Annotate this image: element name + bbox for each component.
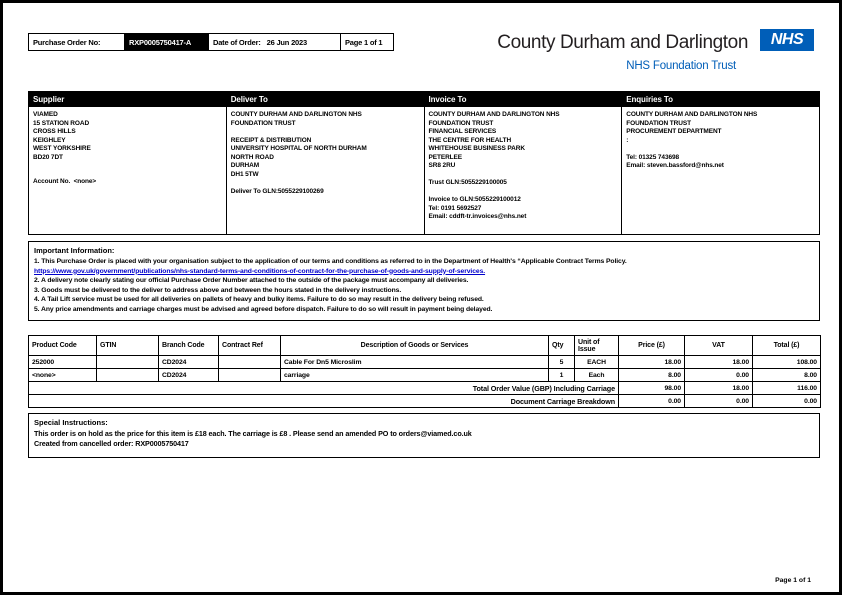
item-branch-code: CD2024: [159, 369, 219, 382]
col-branch-code: Branch Code: [159, 336, 219, 356]
carriage-total: 0.00: [753, 395, 821, 408]
address-line: COUNTY DURHAM AND DARLINGTON NHS: [626, 111, 758, 118]
account-number-line: [33, 178, 222, 187]
important-line-2: 2. A delivery note clearly stating our official Purchase Order Number attached to the outside of the package must accompany all deliveries.: [34, 277, 469, 284]
supplier-header: Supplier: [29, 92, 227, 107]
deliver-to-address: [226, 107, 424, 235]
order-total-label: Total Order Value (GBP) Including Carriage: [29, 382, 619, 395]
col-total: Total (£): [753, 336, 821, 356]
item-unit: EACH: [575, 356, 619, 369]
address-line: [231, 179, 420, 188]
item-row: [29, 369, 821, 382]
order-total-vat: 18.00: [685, 382, 753, 395]
col-gtin: GTIN: [97, 336, 159, 356]
address-line: WHITEHOUSE BUSINESS PARK: [428, 145, 525, 152]
address-line: NORTH ROAD: [230, 153, 274, 161]
address-line: WEST YORKSHIRE: [33, 145, 91, 152]
invoice-gln-line: Invoice to GLN:5055229100012: [428, 196, 521, 203]
item-gtin: [97, 369, 159, 382]
line-items-table: [28, 335, 821, 408]
order-total-row: [29, 382, 821, 395]
col-unit-of-issue: Unit of Issue: [575, 336, 619, 356]
item-qty: 1: [549, 369, 575, 382]
address-line: FOUNDATION TRUST: [230, 119, 296, 127]
enquiries-to-header: Enquiries To: [622, 92, 820, 107]
item-description: carriage: [281, 369, 549, 382]
organisation-name: County Durham and Darlington: [497, 32, 748, 53]
address-line: FINANCIAL SERVICES: [428, 128, 497, 135]
page-indicator-footer: Page 1 of 1: [775, 577, 811, 584]
enquiries-email-line: Email: steven.bassford@nhs.net: [626, 162, 724, 169]
item-unit: Each: [575, 369, 619, 382]
col-description: Description of Goods or Services: [281, 336, 549, 356]
important-information-box: [28, 241, 820, 321]
important-information-title: Important Information:: [34, 246, 115, 255]
address-line: UNIVERSITY HOSPITAL OF NORTH DURHAM: [230, 145, 367, 152]
address-line: [429, 188, 618, 197]
address-line: COUNTY DURHAM AND DARLINGTON NHS: [230, 111, 362, 118]
item-row: [29, 356, 821, 369]
item-contract-ref: [219, 356, 281, 369]
account-number-value: <none>: [73, 178, 97, 185]
carriage-breakdown-label: Document Carriage Breakdown: [29, 395, 619, 408]
account-number-label: Account No.: [33, 178, 71, 185]
address-line: [429, 171, 618, 180]
address-line: SR8 2RU: [428, 162, 456, 169]
address-line: BD20 7DT: [33, 153, 63, 161]
important-line-1: 1. This Purchase Order is placed with your organisation subject to the application of our terms and conditions as referred to in the Department of Health's “Applicable Contract Terms Policy.: [34, 258, 627, 265]
address-line: FOUNDATION TRUST: [626, 119, 691, 127]
trust-subtitle: NHS Foundation Trust: [626, 60, 736, 72]
page-indicator-top: Page 1 of 1: [345, 37, 383, 47]
important-line-3: 3. Goods must be delivered to the deliver to address above and between the hours stated in the delivery instructions.: [34, 286, 402, 294]
important-line-4: 4. A Tail Lift service must be used for all deliveries on pallets of heavy and bulky items. Failure to do so may result in the delivery being refused.: [34, 296, 484, 303]
col-qty: Qty: [549, 336, 575, 356]
address-table: [28, 91, 820, 235]
order-total-total: 116.00: [753, 382, 821, 395]
terms-conditions-link[interactable]: https://www.gov.uk/government/publications/nhs-standard-terms-and-conditions-of-contract-for-the-purchase-of-goods-and-supply-of-services.: [34, 267, 486, 275]
address-line: PETERLEE: [428, 153, 463, 161]
item-contract-ref: [219, 369, 281, 382]
col-product-code: Product Code: [29, 336, 97, 356]
address-line: DH1 5TW: [230, 170, 259, 178]
deliver-gln-line: Deliver To GLN:5055229100269: [230, 187, 324, 195]
address-line: COUNTY DURHAM AND DARLINGTON NHS: [428, 111, 560, 118]
item-price: 18.00: [619, 356, 685, 369]
item-product-code: 252000: [29, 356, 97, 369]
item-qty: 5: [549, 356, 575, 369]
address-line: PROCUREMENT DEPARTMENT: [626, 128, 722, 135]
deliver-to-header: Deliver To: [226, 92, 424, 107]
address-line: THE CENTRE FOR HEALTH: [428, 136, 512, 144]
item-vat: 18.00: [685, 356, 753, 369]
special-instructions-title: Special Instructions:: [34, 418, 108, 427]
invoice-to-header: Invoice To: [424, 92, 622, 107]
address-line: :: [626, 136, 629, 144]
special-instructions-line-2: Created from cancelled order: RXP0005750417: [34, 439, 189, 448]
item-product-code: <none>: [29, 369, 97, 382]
invoice-tel-line: Tel: 0191 5692527: [428, 204, 482, 212]
item-vat: 0.00: [685, 369, 753, 382]
col-vat: VAT: [685, 336, 753, 356]
address-line: 15 STATION ROAD: [33, 119, 90, 127]
address-line: [231, 128, 420, 137]
carriage-price: 0.00: [619, 395, 685, 408]
nhs-logo: NHS: [760, 29, 814, 51]
item-total: 108.00: [753, 356, 821, 369]
supplier-address: [29, 107, 227, 235]
enquiries-to-address: [622, 107, 820, 235]
po-header-strip: [28, 33, 394, 51]
address-line: KEIGHLEY: [33, 136, 66, 144]
item-gtin: [97, 356, 159, 369]
invoice-email-line: Email: cddft-tr.invoices@nhs.net: [428, 213, 527, 220]
trust-gln-line: Trust GLN:5055229100005: [428, 179, 507, 186]
items-header-row: [29, 336, 821, 356]
enquiries-tel-line: Tel: 01325 743698: [626, 153, 680, 161]
order-date-value: 26 Jun 2023: [266, 37, 307, 47]
important-line-5: 5. Any price amendments and carriage charges must be advised and agreed before dispatch. Failure to do so will result in payment being delayed.: [34, 305, 493, 313]
address-line: FOUNDATION TRUST: [428, 119, 494, 127]
order-date-label: Date of Order:: [213, 37, 261, 47]
address-line: [626, 145, 815, 154]
po-number-value: RXP0005750417-A: [125, 34, 209, 50]
col-contract-ref: Contract Ref: [219, 336, 281, 356]
nhs-brand-block: [414, 29, 814, 72]
item-description: Cable For Dn5 Microslim: [281, 356, 549, 369]
carriage-breakdown-row: [29, 395, 821, 408]
special-instructions-line-1: This order is on hold as the price for this item is £18 each. The carriage is £8 . Please send an amended PO to orders@viamed.co.uk: [34, 429, 472, 438]
address-line: CROSS HILLS: [33, 128, 76, 135]
address-line: RECEIPT & DISTRIBUTION: [230, 136, 312, 144]
special-instructions-box: [28, 413, 820, 458]
address-line: VIAMED: [33, 111, 58, 118]
order-total-price: 98.00: [619, 382, 685, 395]
invoice-to-address: [424, 107, 622, 235]
col-price: Price (£): [619, 336, 685, 356]
order-date-cell: [209, 34, 341, 50]
address-line: DURHAM: [230, 162, 260, 169]
po-number-label: Purchase Order No:: [29, 34, 125, 50]
item-branch-code: CD2024: [159, 356, 219, 369]
item-total: 8.00: [753, 369, 821, 382]
item-price: 8.00: [619, 369, 685, 382]
carriage-vat: 0.00: [685, 395, 753, 408]
